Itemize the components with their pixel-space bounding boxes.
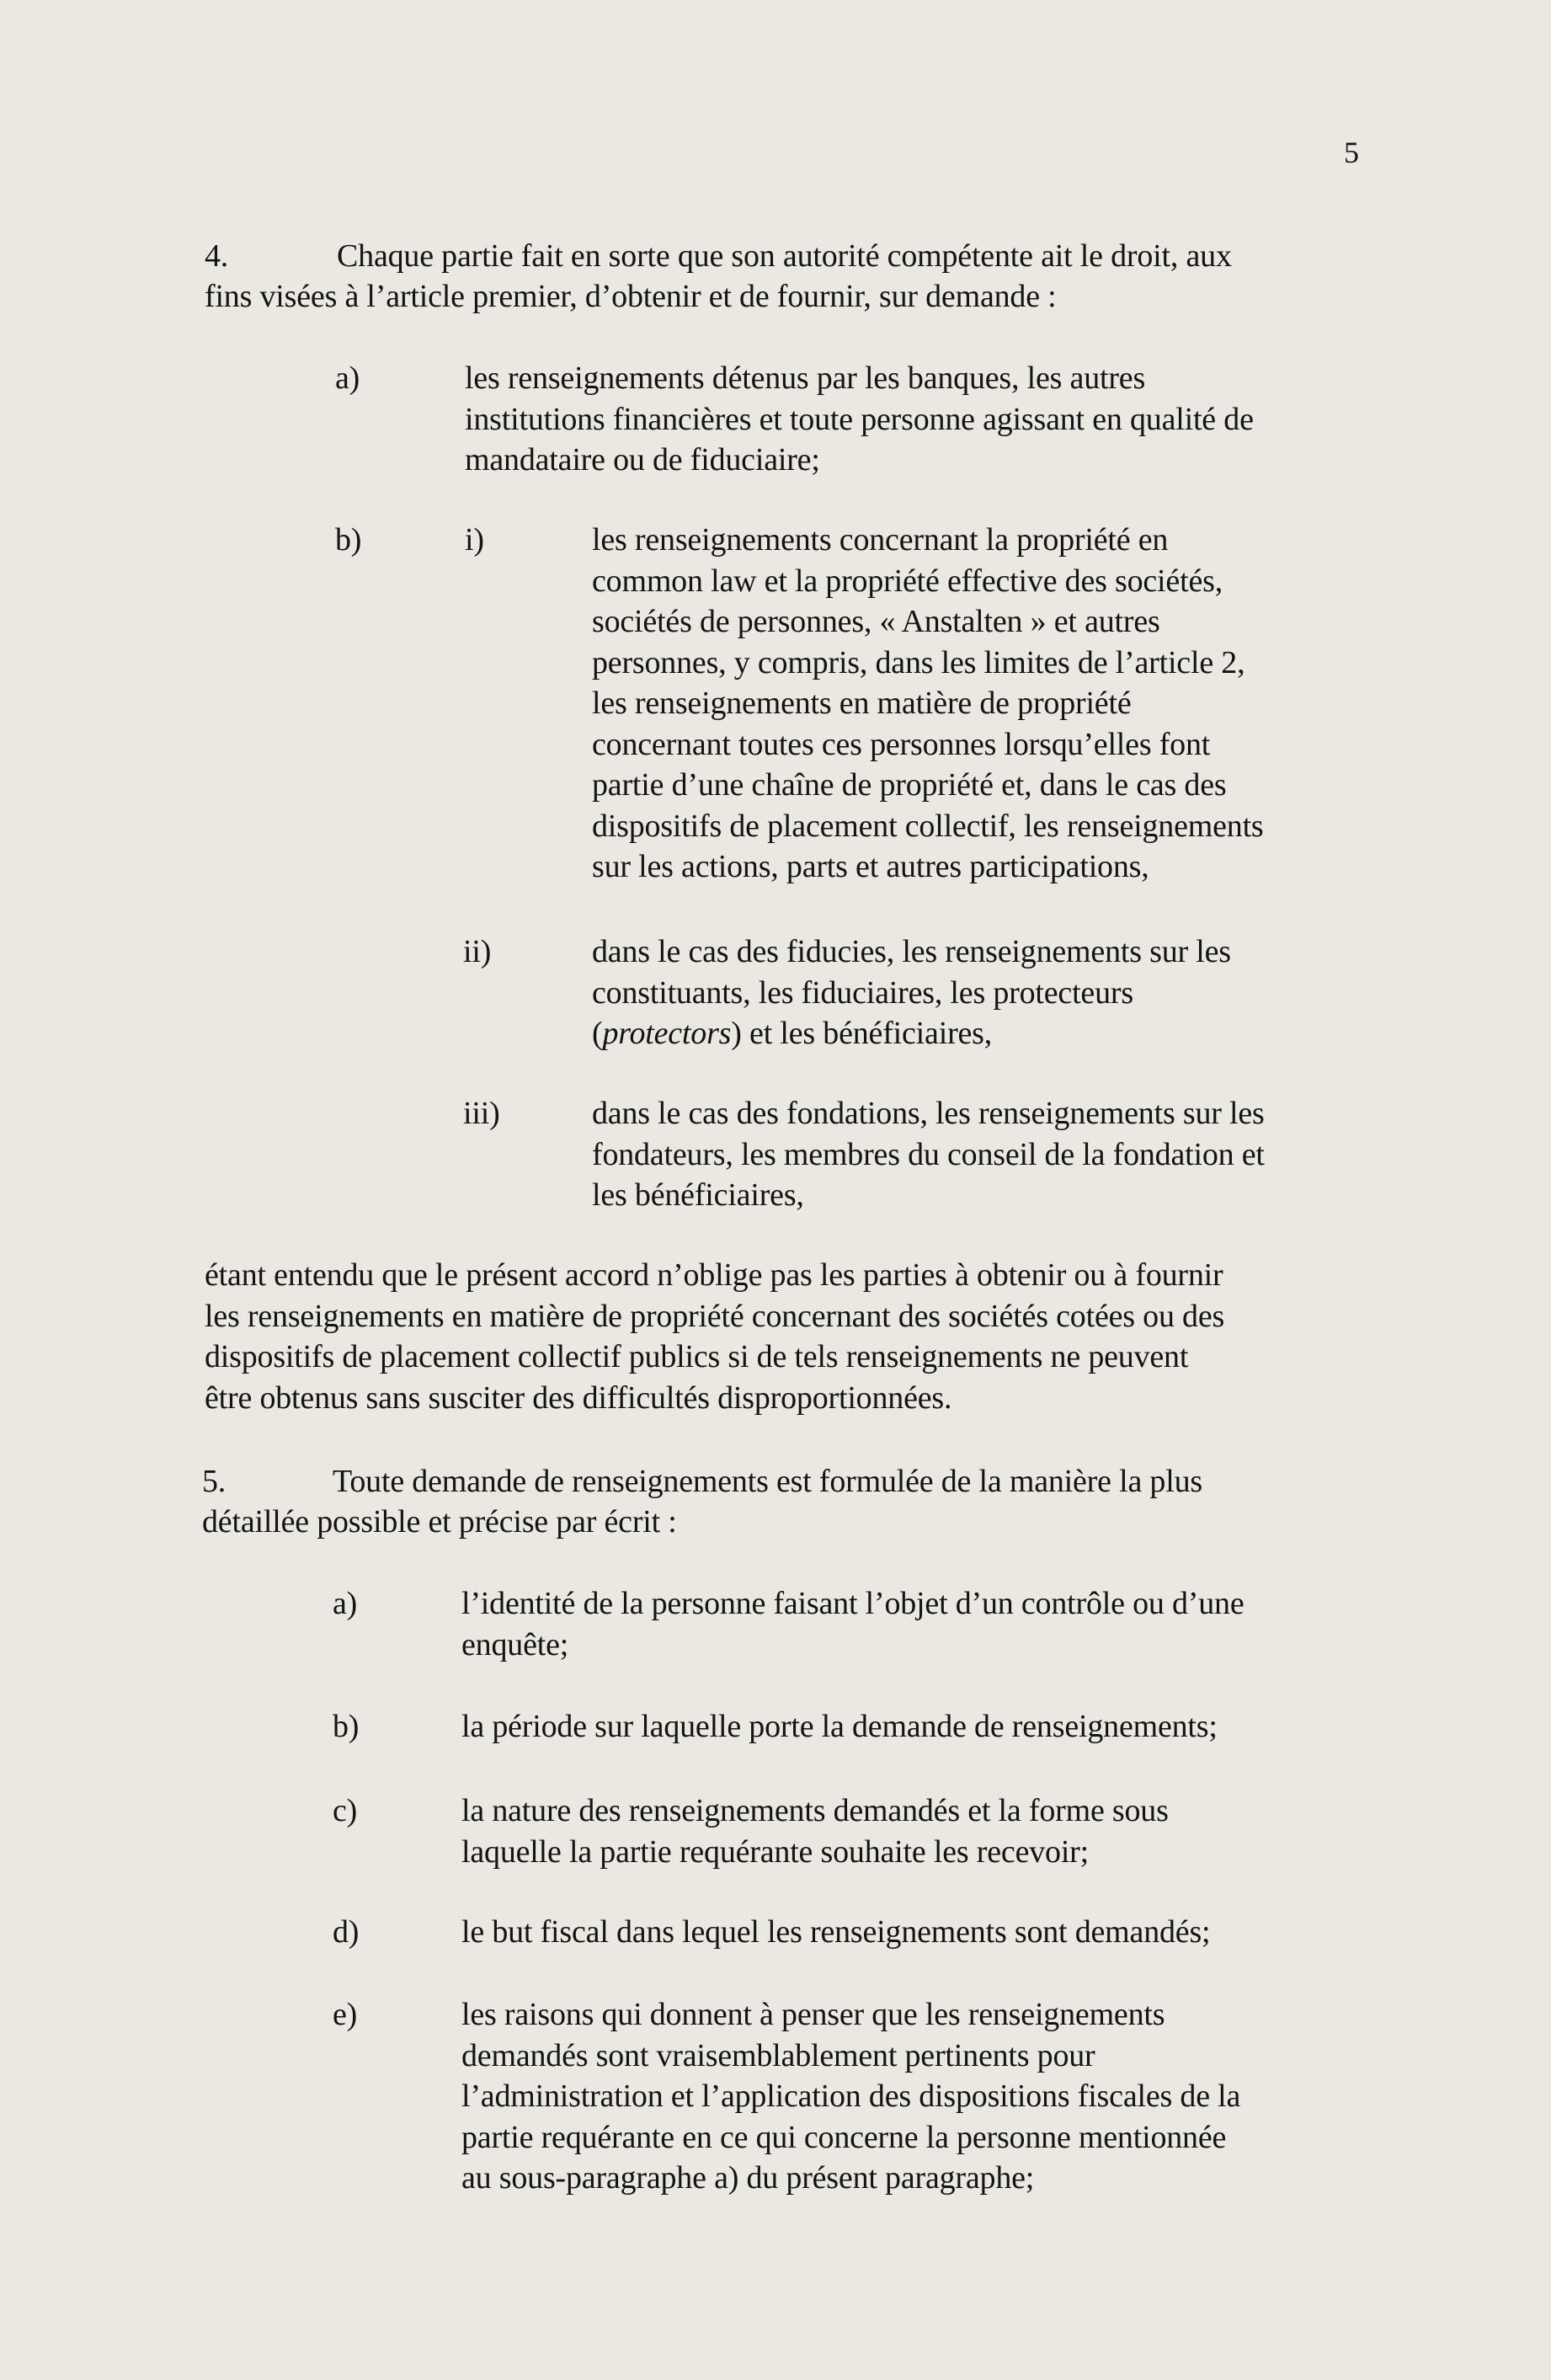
para5-item-b-label: b): [333, 1709, 360, 1744]
para4-closing: [205, 1255, 1224, 1418]
para4-a-line: les renseignements détenus par les banques, les autres: [465, 360, 1146, 396]
para5-e-line: les raisons qui donnent à penser que les renseignements: [461, 1997, 1165, 2032]
para4-bi-line: common law et la propriété effective des sociétés,: [592, 563, 1223, 599]
para4-item-b-i-text: [592, 520, 1264, 888]
para4-bi-line: les renseignements en matière de propriété: [592, 686, 1132, 721]
paren-open: (: [592, 1016, 603, 1051]
para4-a-line: mandataire ou de fiduciaire;: [465, 442, 820, 478]
para4-bi-line: personnes, y compris, dans les limites de l’article 2,: [592, 644, 1245, 680]
para4-biii-line: fondateurs, les membres du conseil de la fondation et: [592, 1136, 1265, 1172]
para4-closing-line: dispositifs de placement collectif publics si de tels renseignements ne peuvent: [205, 1339, 1189, 1374]
para4-closing-line: être obtenus sans susciter des difficultés disproportionnées.: [205, 1379, 952, 1416]
para5-intro-line1: Toute demande de renseignements est formulée de la manière la plus: [333, 1464, 1202, 1499]
para4-item-a-text: [465, 358, 1254, 481]
para5-item-d-label: d): [333, 1914, 360, 1950]
para4-item-b-label: b): [335, 522, 362, 558]
para4-biii-line: les bénéficiaires,: [592, 1177, 804, 1213]
para5-e-line: partie requérante en ce qui concerne la personne mentionnée: [461, 2119, 1227, 2155]
para5-c-line: la nature des renseignements demandés et la forme sous: [461, 1793, 1169, 1828]
para4-item-b-ii-text: [592, 931, 1231, 1054]
para5-item-d-text: [461, 1912, 1210, 1953]
page-number: 5: [1344, 136, 1359, 169]
para5-e-line: demandés sont vraisemblablement pertinents pour: [461, 2037, 1095, 2073]
para4-item-b-iii-text: [592, 1093, 1265, 1216]
para5-number: 5.: [202, 1464, 227, 1499]
para4-a-line: institutions financières et toute personne agissant en qualité de: [465, 401, 1254, 437]
para5-b-line: la période sur laquelle porte la demande de renseignements;: [461, 1709, 1218, 1744]
para4-bii-line3: [592, 1013, 1231, 1054]
para5-d-line: le but fiscal dans lequel les renseignements sont demandés;: [461, 1914, 1211, 1950]
italic-term: protectors: [602, 1016, 732, 1051]
para5-e-line: l’administration et l’application des dispositions fiscales de la: [461, 2078, 1241, 2114]
para5-item-a-label: a): [333, 1586, 358, 1621]
para5-c-line: laquelle la partie requérante souhaite les recevoir;: [461, 1833, 1089, 1870]
para5-item-e-text: [461, 1994, 1240, 2199]
para5-intro-line2: détaillée possible et précise par écrit :: [202, 1504, 677, 1540]
para4-intro-line2: fins visées à l’article premier, d’obtenir et de fournir, sur demande :: [205, 279, 1057, 314]
para4-item-b-i-label: i): [465, 522, 484, 558]
para4-bii-line: constituants, les fiduciaires, les protecteurs: [592, 974, 1133, 1011]
para4-closing-line: les renseignements en matière de propriété concernant des sociétés cotées ou des: [205, 1298, 1225, 1334]
para5-item-a-text: [461, 1583, 1245, 1665]
para4-bi-line: concernant toutes ces personnes lorsqu’elles font: [592, 726, 1211, 762]
para4-bi-line: dispositifs de placement collectif, les renseignements: [592, 808, 1264, 844]
para5-e-line: au sous-paragraphe a) du présent paragraphe;: [461, 2160, 1035, 2196]
para4-item-b-ii-label: ii): [463, 934, 492, 969]
para4-item-a-label: a): [335, 360, 360, 396]
para5-a-line: enquête;: [461, 1626, 569, 1662]
para5-item-c-text: [461, 1790, 1169, 1872]
para4-closing-line: étant entendu que le présent accord n’oblige pas les parties à obtenir ou à fournir: [205, 1257, 1223, 1293]
para4-biii-line: dans le cas des fondations, les renseignements sur les: [592, 1096, 1265, 1131]
para4-bi-line: sociétés de personnes, « Anstalten » et autres: [592, 604, 1160, 639]
para5-item-e-label: e): [333, 1997, 358, 2032]
para4-item-b-iii-label: iii): [463, 1096, 500, 1131]
para4-intro-line1: Chaque partie fait en sorte que son autorité compétente ait le droit, aux: [337, 238, 1232, 274]
para5-item-b-text: [461, 1706, 1218, 1748]
para4-bi-line: sur les actions, parts et autres participations,: [592, 849, 1149, 884]
para5-a-line: l’identité de la personne faisant l’objet d’un contrôle ou d’une: [461, 1586, 1245, 1621]
para4-number: 4.: [205, 238, 229, 274]
para4-bii-line: dans le cas des fiducies, les renseignements sur les: [592, 934, 1231, 969]
para5-item-c-label: c): [333, 1793, 358, 1828]
line-tail: ) et les bénéficiaires,: [731, 1016, 993, 1051]
para4-bi-line: les renseignements concernant la propriété en: [592, 522, 1169, 558]
para4-bi-line: partie d’une chaîne de propriété et, dans le cas des: [592, 767, 1227, 803]
